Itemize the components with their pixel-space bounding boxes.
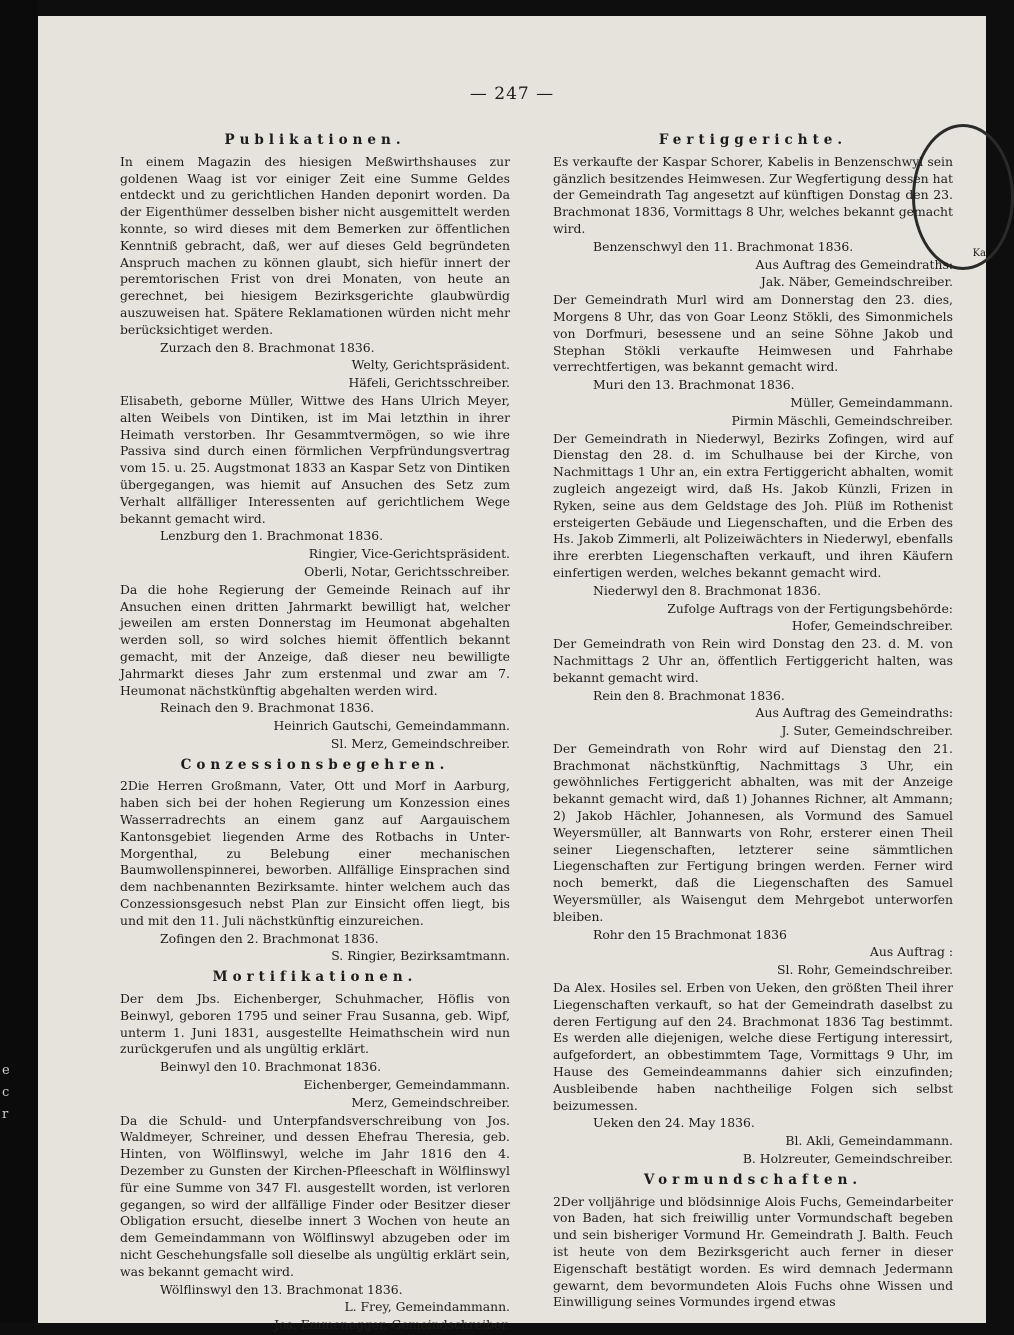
signature: Sl. Rohr, Gemeindschreiber. [777, 962, 953, 978]
signature: Jak. Näber, Gemeindschreiber. [760, 274, 953, 290]
page-number: — 247 — [469, 84, 555, 104]
signature: Welty, Gerichtspräsident. [351, 357, 510, 373]
notice-date: Rein den 8. Brachmonat 1836. [593, 687, 785, 703]
heading-konzession: Conzessionsbegehren. [180, 756, 450, 773]
left-column [120, 128, 510, 1335]
signature: Ringier, Vice-Gerichtspräsident. [308, 546, 510, 562]
signature: Sl. Merz, Gemeindschreiber. [330, 735, 510, 751]
signature: Aus Auftrag des Gemeindraths: [755, 256, 953, 272]
notice-date: Zurzach den 8. Brachmonat 1836. [160, 339, 375, 355]
scan-left-edge [0, 0, 38, 1323]
signature: Häfeli, Gerichtsschreiber. [348, 375, 510, 391]
signature: Pirmin Mäschli, Gemeindschreiber. [731, 412, 953, 428]
notice-text: Der Gemeindrath von Rein wird Donstag den 23. d. M. von Nachmittags 2 Uhr an, öffentlich Fertiggericht halten, was bekannt gemacht wird. [553, 636, 953, 685]
notice-text: 2Der volljährige und blödsinnige Alois Fuchs, Gemeindarbeiter von Baden, hat sich freiwillig unter Vormundschaft begeben und sein bisheriger Vormund Hr. Gemeindrath J. Balth. Feuch ist heute von dem Bezirksgericht auch ferner in dieser Eigenschaft bestätigt worden. Es wird demnach Jedermann gewarnt, dem bevormundeten Alois Fuchs ohne Wissen und Einwilligung seines Vormundes irgend etwas [553, 1193, 953, 1310]
right-column [553, 128, 953, 1312]
edge-letters: e c r [2, 1063, 10, 1122]
signature: B. Holzreuter, Gemeindschreiber. [742, 1151, 953, 1167]
notice-date: Beinwyl den 10. Brachmonat 1836. [160, 1059, 382, 1075]
signature: Müller, Gemeindammann. [790, 394, 953, 410]
heading-mortifikationen: Mortifikationen. [212, 969, 418, 986]
notice-text: Der Gemeindrath in Niederwyl, Bezirks Zofingen, wird auf Dienstag den 28. d. im Schulhause bei der Kirche, von Nachmittags 1 Uhr an, ein extra Fertiggericht abhalten, womit zugleich angezeigt wird, daß Hs. Jakob Künzli, Frizen in Ryken, seine aus dem Geldstage des Joh. Plüß im Rothenist ersteigerten Gebäude und Liegenschaften, und die Erben des Hs. Jakob Zimmerli, alt Polizeiwächters in Niederwyl, ebenfalls ihre ererbten Liegenschaften verkauft, und ihren Käufern einfertigen werden, welches bekannt gemacht wird. [553, 430, 953, 580]
notice-text: Elisabeth, geborne Müller, Wittwe des Hans Ulrich Meyer, alten Weibels von Dintiken, ist im Mai letzthin in ihrer Heimath verstorben. Ihr Gesammtvermögen, so wie ihre Passiva sind durch einen förmlichen Verpfründungsvertrag vom 15. u. 25. Augstmonat 1833 an Kaspar Setz von Dintiken übergegangen, was hiemit auf Ansuchen des Setz zum Verhalt allfälliger Interessenten auf gerichtlichem Wege bekannt gemacht wird. [120, 392, 510, 526]
notice-text: Da die hohe Regierung der Gemeinde Reinach auf ihr Ansuchen einen dritten Jahrmarkt bewilligt hat, welcher jeweilen am ersten Donnerstag im Heumonat abgehalten werden soll, so wird solches hiemit öffentlich bekannt gemacht, mit der Anzeige, daß dieser neu bewilligte Jahrmarkt dieses Jahr zum erstenmal und zwar am 7. Heumonat nächstkünftig abgehalten werden wird. [120, 581, 510, 698]
signature: S. Ringier, Bezirksamtmann. [331, 948, 510, 964]
signature: Heinrich Gautschi, Gemeindammann. [273, 718, 510, 734]
signature: Zufolge Auftrags von der Fertigungsbehörde: [667, 600, 953, 616]
signature: Jos. Emmenegger, Gemeindschreiber. [274, 1317, 510, 1333]
notice-date: Muri den 13. Brachmonat 1836. [593, 377, 795, 393]
heading-vormundschaften: Vormundschaften. [643, 1171, 863, 1188]
notice-date: Reinach den 9. Brachmonat 1836. [160, 700, 375, 716]
notice-date: Niederwyl den 8. Brachmonat 1836. [593, 582, 822, 598]
signature: Hofer, Gemeindschreiber. [791, 618, 953, 634]
signature: J. Suter, Gemeindschreiber. [781, 723, 953, 739]
notice-text: Da die Schuld- und Unterpfandsverschreibung von Jos. Waldmeyer, Schreiner, und dessen Ehefrau Theresia, geb. Hinten, von Wölflinswyl, welche im Jahr 1816 den 4. Dezember zu Gunsten der Kirchen-Pfleeschaft in Wölflinswyl für eine Summe von 347 Fl. ausgestellt worden, ist verloren gegangen, so wird der allfällige Finder oder Besitzer dieser Obligation ersucht, dieselbe innert 3 Wochen von heute an dem Gemeindammann von Wölflinswyl abzugeben oder im nicht Geschehungsfalle soll dieselbe als ungültig erklärt sein, was bekannt gemacht wird. [120, 1112, 510, 1279]
notice-date: Zofingen den 2. Brachmonat 1836. [160, 930, 379, 946]
signature: L. Frey, Gemeindammann. [344, 1299, 510, 1315]
signature: Aus Auftrag des Gemeindraths: [755, 705, 953, 721]
notice-date: Rohr den 15 Brachmonat 1836 [593, 926, 787, 942]
signature: Merz, Gemeindschreiber. [351, 1094, 510, 1110]
notice-date: Ueken den 24. May 1836. [593, 1115, 755, 1131]
notice-text: 2Die Herren Großmann, Vater, Ott und Morf in Aarburg, haben sich bei der hohen Regierung um Konzession eines Wasserradrechts an einem ganz auf Aargauischem Kantonsgebiet liegenden Arme des Rotbachs in Unter-Morgenthal, zu Belebung einer mechanischen Baumwollenspinnerei, beworben. Allfällige Einsprachen sind dem nachbenannten Bezirksamte. hinter welchem auch das Conzessionsgesuch nebst Plan zur Einsicht offen liegt, bis und mit den 11. Juli nächstkünftig einzureichen. [120, 778, 510, 928]
stamp-fragment: Ka [972, 248, 986, 259]
notice-text: Es verkaufte der Kaspar Schorer, Kabelis in Benzenschwyl sein gänzlich besitzendes Heimwesen. Zur Wegfertigung dessen hat der Gemeindrath Tag angesetzt auf künftigen Donstag den 23. Brachmonat 1836, Vormittags 8 Uhr, welches bekannt gemacht wird. [553, 153, 953, 236]
notice-text: Da Alex. Hosiles sel. Erben von Ueken, den größten Theil ihrer Liegenschaften verkauft, so hat der Gemeindrath daselbst zu deren Fertigung auf den 24. Brachmonat 1836 Tag bestimmt. Es werden alle diejenigen, welche diese Fertigung interessirt, aufgefordert, an obbestimmtem Tage, Vormittags 9 Uhr, im Hause des Gemeindeammanns dahier sich einzufinden; Ausbleibende haben nachtheilige Folgen sich selbst beizumessen. [553, 980, 953, 1113]
signature: Aus Auftrag : [869, 944, 953, 960]
notice-text: In einem Magazin des hiesigen Meßwirthshauses zur goldenen Waag ist vor einiger Zeit eine Summe Geldes entdeckt und zu gerichtlichen Handen deponirt worden. Da der Eigenthümer desselben bisher nicht ausgemittelt werden konnte, so wird dieses mit dem Bemerken zur öffentlichen Kenntniß gebracht, daß, wer auf dieses Geld begründeten Anspruch machen zu können glaubt, sich hiefür innert der peremtorischen Frist von drei Monaten, von heute an gerechnet, bei hiesigem Bezirksgerichte glaubwürdig auszuweisen hat. Spätere Reklamationen würden nicht mehr berücksichtiget werden. [120, 153, 510, 337]
notice-text: Der dem Jbs. Eichenberger, Schuhmacher, Höflis von Beinwyl, geboren 1795 und seiner Frau Susanna, geb. Wipf, unterm 1. Juni 1831, ausgestellte Heimathschein wird nun zurückgerufen und als ungültig erklärt. [120, 991, 510, 1057]
notice-text: Der Gemeindrath Murl wird am Donnerstag den 23. dies, Morgens 8 Uhr, das von Goar Leonz Stökli, des Simonmichels von Dorfmuri, besessene und an seine Söhne Jakob und Stephan Stökli verkaufte Heimwesen und Fahrhabe verrechtfertigen, was bekannt gemacht wird. [553, 292, 953, 375]
notice-date: Wölflinswyl den 13. Brachmonat 1836. [160, 1281, 403, 1297]
signature: Bl. Akli, Gemeindammann. [785, 1133, 953, 1149]
signature: Eichenberger, Gemeindammann. [303, 1077, 510, 1093]
notice-date: Lenzburg den 1. Brachmonat 1836. [160, 528, 384, 544]
heading-publikationen: Publikationen. [224, 132, 406, 148]
signature: Oberli, Notar, Gerichtsschreiber. [304, 563, 510, 579]
notice-text: Der Gemeindrath von Rohr wird auf Dienstag den 21. Brachmonat nächstkünftig, Nachmittags 3 Uhr, ein gewöhnliches Fertiggericht abhalten, was mit der Anzeige bekannt gemacht wird, daß 1) Johannes Richner, alt Ammann; 2) Jakob Hächler, Johannesen, als Vormund des Samuel Weyersmüller, alt Bannwarts von Rohr, ersterer einen Theil seiner Liegenschaften, letzterer seine sämmtlichen Liegenschaften zur Fertigung bringen werden. Ferner wird noch bemerkt, daß die Liegenschaften des Samuel Weyersmüller, als Waisengut dem Mehrgebot unterworfen bleiben. [553, 740, 953, 924]
heading-fertiggerichte: Fertiggerichte. [658, 132, 848, 148]
notice-date: Benzenschwyl den 11. Brachmonat 1836. [593, 238, 854, 254]
newspaper-page [38, 16, 986, 1333]
